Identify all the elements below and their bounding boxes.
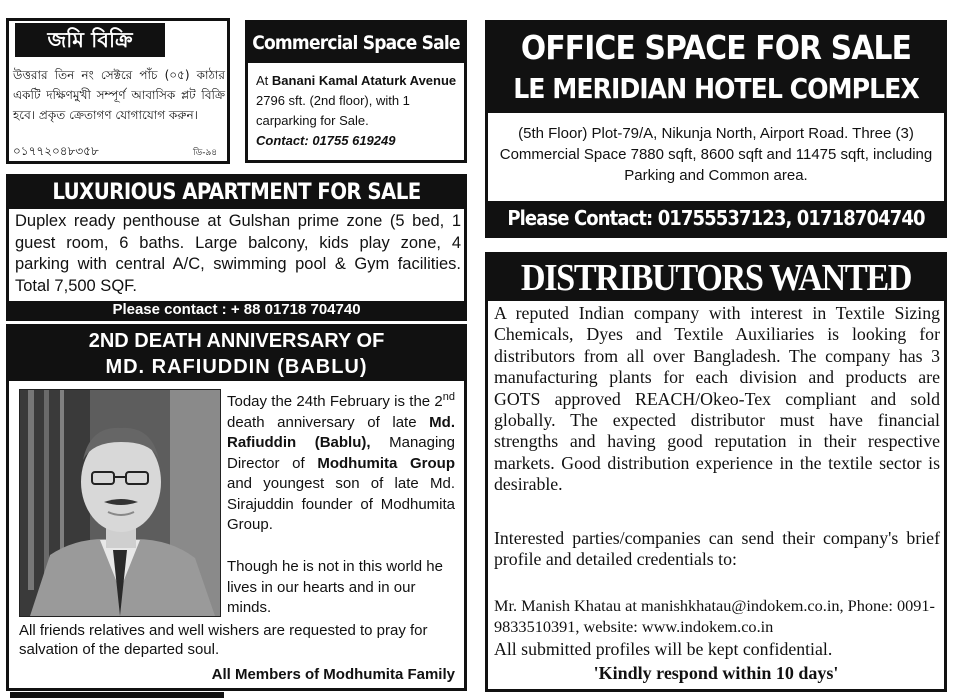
land-sale-phone: ০১৭৭২০৪৮৩৫৮ [13, 144, 99, 158]
office-space-contact-bar: Please Contact: 01755537123, 01718704740 [488, 201, 944, 235]
death-notice-paragraph-2: Though he is not in this world he lives in our hearts and in our minds. [227, 558, 443, 616]
commercial-space-body: At Banani Kamal Ataturk Avenue 2796 sft. (2nd floor), with 1 carparking for Sale. Contact: 01755 619249 [256, 73, 457, 148]
commercial-space-title: Commercial Space Sale [248, 23, 464, 63]
land-sale-body: উত্তরার তিন নং সেক্টরে পাঁচ (০৫) কাঠার একটি দক্ষিণমুখী সম্পূর্ণ আবাসিক প্লট বিক্রি হবে। প্রকৃত ক্রেতাগণ যোগাযোগ করুন। [13, 68, 225, 122]
portrait-photo [19, 389, 221, 617]
distributors-confidential-note: All submitted profiles will be kept confidential. [494, 639, 833, 659]
commercial-space-contact: Contact: 01755 619249 [256, 133, 396, 148]
death-anniversary-notice [6, 324, 467, 691]
distributors-paragraph-2: Interested parties/companies can send their company's brief profile and detailed credentials to: [494, 528, 940, 570]
apartment-contact-bar: Please contact : + 88 01718 704740 [9, 301, 464, 318]
death-anniversary-header: 2ND DEATH ANNIVERSARY OF MD. RAFIUDDIN (BABLU) [9, 327, 464, 381]
office-space-body: (5th Floor) Plot-79/A, Nikunja North, Airport Road. Three (3) Commercial Space 7880 sqft, 8600 sqft and 11475 sqft, including Parking and Common area. [499, 125, 933, 184]
distributors-title-bar: DISTRIBUTORS WANTED [488, 255, 944, 301]
apartment-body: Duplex ready penthouse at Gulshan prime zone (5 bed, 1 guest room, 6 baths. Large balcony, kids play zone, 4 parking with central A/C, swimming pool & Gym facilities. Total 7,500 SQF. [15, 212, 461, 295]
death-notice-paragraph-3: All friends relatives and well wishers are requested to pray for salvation of the departed soul. [19, 622, 428, 658]
land-sale-code: ডি-৯৪ [193, 148, 218, 158]
portrait-illustration [20, 390, 220, 616]
deceased-name: Md. Rafiuddin (Bablu), [227, 413, 455, 451]
apartment-title-bar: LUXURIOUS APARTMENT FOR SALE [9, 177, 464, 209]
distributors-wanted-ad [485, 252, 947, 692]
office-space-ad [485, 20, 947, 238]
commercial-space-ad [245, 20, 467, 163]
distributors-contact-info: Mr. Manish Khatau at manishkhatau@indokem.co.in, Phone: 0091-9833510391, website: www.indokem.co.in [494, 596, 935, 637]
land-sale-ad [6, 18, 230, 164]
company-name: Modhumita Group [317, 454, 456, 472]
distributors-closing: 'Kindly respond within 10 days' [593, 663, 839, 683]
death-notice-paragraph-1: Today the 24th February is the 2nd death anniversary of late Md. Rafiuddin (Bablu), Managing Director of Modhumita Group and youngest son of late Md. Sirajuddin founder of Modhumita Group. [227, 391, 456, 533]
next-ad-top-edge [10, 692, 224, 698]
land-sale-title: জমি বিক্রি [15, 23, 165, 57]
distributors-paragraph-1: A reputed Indian company with interest in Textile Sizing Chemicals, Dyes and Textile Auxiliaries is looking for distributors from all over Bangladesh. The company has 3 manufacturing plants for each division and products are GOTS approved REACH/Okeo-Tex compliant and sold globally. The expected distributor must have financial strengths and having good reputation in their respective markets. Good distribution experience in the textile sector is desirable. [494, 303, 940, 495]
office-space-header: OFFICE SPACE FOR SALE LE MERIDIAN HOTEL COMPLEX [488, 23, 944, 113]
death-notice-signoff: All Members of Modhumita Family [211, 666, 455, 683]
apartment-ad [6, 174, 467, 321]
commercial-space-location: Banani Kamal Ataturk Avenue [271, 73, 457, 88]
